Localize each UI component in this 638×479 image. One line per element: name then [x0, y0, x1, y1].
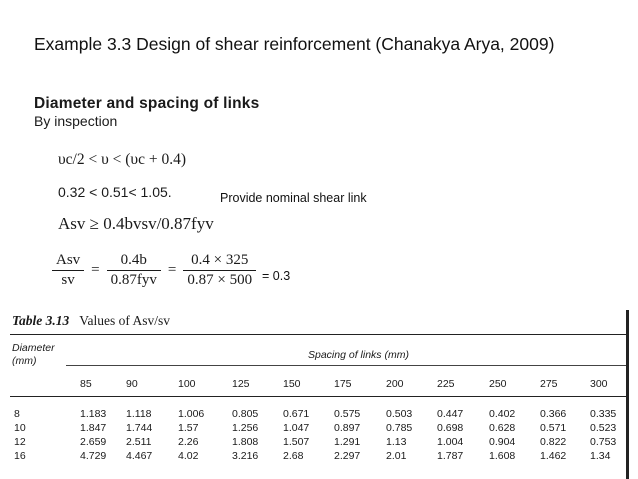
asv-sv-ratio-equation: $\frac{\text{Asv}}{sv}$ = $\frac{0.4b}{\text{0.87fyv}}$ = $\frac{0.4 \times 325}{0.87 \times 500}$	[52, 252, 256, 289]
table-title	[12, 313, 170, 329]
table-cell: 1.183	[80, 408, 107, 420]
table-cell: 0.698	[437, 422, 464, 434]
table-cell: 2.297	[334, 450, 361, 462]
rhs-numerator: 0.4 × 325	[183, 252, 256, 271]
spacing-header-150: 150	[283, 378, 301, 390]
table-cell: 2.659	[80, 436, 107, 448]
table-cell: 3.216	[232, 450, 259, 462]
table-cell: 2.511	[126, 436, 152, 448]
table-cell: 0.447	[437, 408, 464, 420]
spacing-header-100: 100	[178, 378, 196, 390]
table-caption: Values of Asv/sv	[79, 313, 170, 328]
table-cell: 0.671	[283, 408, 310, 420]
diameter-header: Diameter	[12, 342, 55, 354]
table-cell: 1.047	[283, 422, 310, 434]
spacing-header-90: 90	[126, 378, 138, 390]
table-cell: 1.507	[283, 436, 310, 448]
table-cell: 1.291	[334, 436, 361, 448]
diameter-cell: 16	[14, 450, 26, 462]
table-cell: 0.805	[232, 408, 259, 420]
spacing-header-300: 300	[590, 378, 608, 390]
spacing-header-rule	[66, 365, 626, 366]
table-top-rule	[10, 334, 626, 335]
table-label: Table 3.13	[12, 313, 70, 328]
table-cell: 4.467	[126, 450, 153, 462]
table-cell: 1.608	[489, 450, 516, 462]
mid-numerator: 0.4b	[107, 252, 161, 271]
spacing-header-250: 250	[489, 378, 507, 390]
ratio-result: = 0.3	[262, 269, 291, 283]
lhs-numerator: Asv	[52, 252, 84, 271]
table-cell: 2.68	[283, 450, 304, 462]
rhs-denominator: 0.87 × 500	[187, 272, 253, 288]
spacing-header-275: 275	[540, 378, 558, 390]
table-cell: 1.808	[232, 436, 259, 448]
table-cell: 2.01	[386, 450, 407, 462]
diameter-unit-header: (mm)	[12, 355, 37, 367]
table-cell: 1.256	[232, 422, 259, 434]
section-subheading: By inspection	[34, 113, 118, 129]
table-cell: 1.462	[540, 450, 567, 462]
diameter-cell: 8	[14, 408, 20, 420]
book-excerpt	[34, 95, 259, 130]
table-cell: 1.744	[126, 422, 153, 434]
table-cell: 1.006	[178, 408, 205, 420]
diameter-cell: 10	[14, 422, 26, 434]
table-cell: 0.628	[489, 422, 516, 434]
shear-stress-inequality: υc/2 < υ < (υc + 0.4)	[58, 151, 187, 168]
mid-fraction	[107, 252, 161, 289]
asv-condition: Asv ≥ 0.4bvsv/0.87fyv	[58, 214, 214, 233]
lhs-fraction	[52, 252, 84, 289]
shear-stress-numeric: 0.32 < 0.51< 1.05.	[58, 184, 172, 200]
table-cell: 1.787	[437, 450, 464, 462]
spacing-header-200: 200	[386, 378, 404, 390]
table-cell: 4.02	[178, 450, 199, 462]
rhs-fraction	[183, 252, 256, 289]
slide-title: Example 3.3 Design of shear reinforcement (Chanakya Arya, 2009)	[34, 34, 555, 54]
table-cell: 2.26	[178, 436, 199, 448]
table-cell: 0.575	[334, 408, 361, 420]
table-cell: 1.57	[178, 422, 199, 434]
table-cell: 0.897	[334, 422, 361, 434]
table-cell: 0.822	[540, 436, 567, 448]
table-cell: 0.904	[489, 436, 516, 448]
mid-denominator: 0.87fyv	[110, 272, 157, 288]
lhs-denominator: sv	[61, 272, 75, 288]
table-cell: 0.523	[590, 422, 617, 434]
table-cell: 1.118	[126, 408, 152, 420]
table-cell: 0.402	[489, 408, 516, 420]
table-cell: 0.785	[386, 422, 413, 434]
spacing-header-175: 175	[334, 378, 352, 390]
spacing-group-header: Spacing of links (mm)	[308, 349, 409, 361]
table-header-rule	[10, 396, 626, 397]
section-heading: Diameter and spacing of links	[34, 95, 260, 112]
nominal-link-note: Provide nominal shear link	[220, 191, 367, 205]
table-cell: 1.34	[590, 450, 611, 462]
table-cell: 0.335	[590, 408, 617, 420]
spacing-header-125: 125	[232, 378, 250, 390]
spacing-header-225: 225	[437, 378, 455, 390]
table-right-border	[626, 310, 629, 479]
table-cell: 1.847	[80, 422, 107, 434]
table-cell: 0.503	[386, 408, 413, 420]
table-cell: 4.729	[80, 450, 107, 462]
table-cell: 1.13	[386, 436, 407, 448]
table-cell: 0.753	[590, 436, 617, 448]
table-cell: 0.366	[540, 408, 567, 420]
diameter-cell: 12	[14, 436, 26, 448]
table-cell: 1.004	[437, 436, 464, 448]
spacing-header-85: 85	[80, 378, 92, 390]
table-cell: 0.571	[540, 422, 567, 434]
